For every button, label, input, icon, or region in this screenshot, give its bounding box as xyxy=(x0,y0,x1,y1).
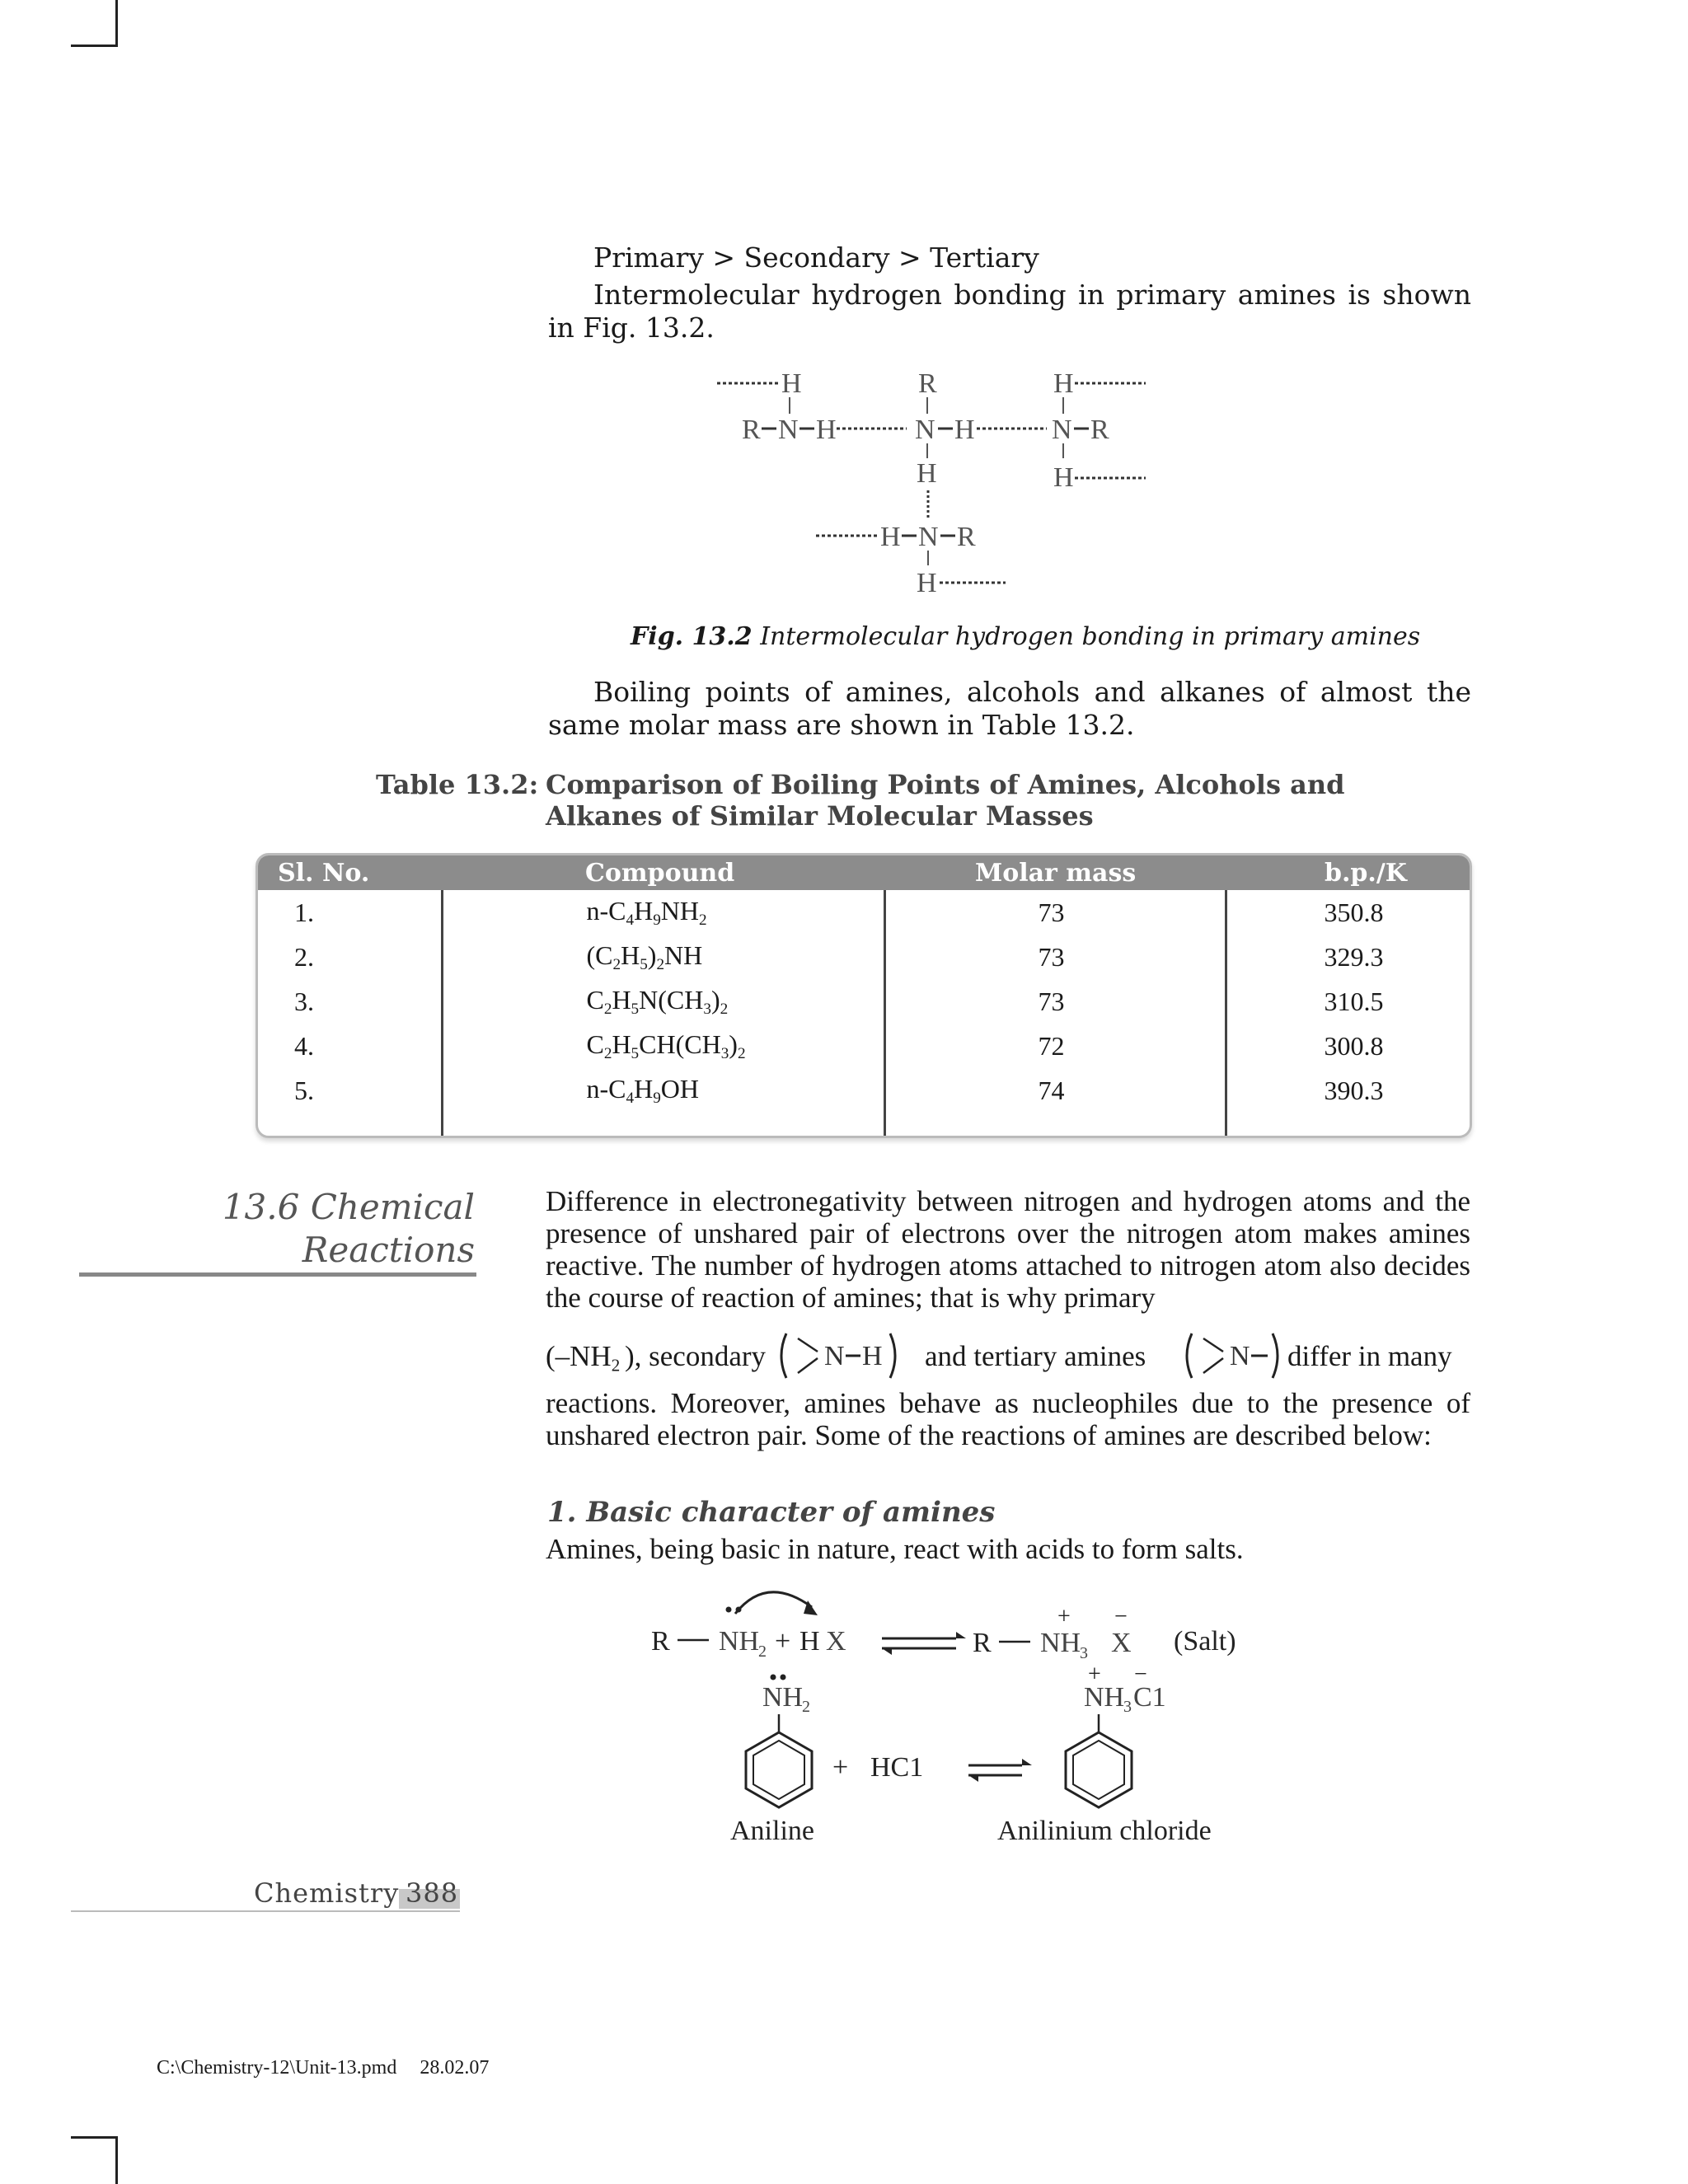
cell-molar: 73 xyxy=(884,890,1226,935)
cell-molar: 73 xyxy=(884,979,1226,1024)
footer-rule xyxy=(71,1910,460,1912)
svg-text:H: H xyxy=(1053,462,1074,493)
hcl-label: HC1 xyxy=(870,1752,924,1783)
svg-text:+: + xyxy=(1057,1604,1071,1629)
header-compound: Compound xyxy=(442,855,884,890)
table-row xyxy=(258,890,1470,935)
svg-text:R: R xyxy=(957,522,976,552)
svg-text:H: H xyxy=(816,415,837,445)
table-row xyxy=(258,1024,1470,1068)
svg-text:+: + xyxy=(832,1752,849,1783)
svg-text:N: N xyxy=(824,1341,845,1371)
reactions-paragraph-2: reactions. Moreover, amines behave as nucleophiles due to the presence of unshared electron pair. Some of the reactions of amines are described below: xyxy=(546,1387,1470,1451)
svg-text:R: R xyxy=(742,415,761,445)
header-bp: b.p./K xyxy=(1226,855,1470,890)
svg-text:+: + xyxy=(1088,1661,1101,1687)
svg-text:R: R xyxy=(918,368,937,399)
differ-label: differ in many xyxy=(1287,1340,1452,1372)
hydrogen-bonding-diagram xyxy=(709,363,1154,610)
cell-bp: 329.3 xyxy=(1226,935,1470,979)
cell-sl: 2. xyxy=(294,941,314,972)
svg-text:N: N xyxy=(778,415,799,445)
section-heading-rule xyxy=(79,1272,476,1277)
svg-text:3: 3 xyxy=(1080,1644,1088,1662)
boiling-points-table xyxy=(256,853,1472,1138)
file-path-text: C:\Chemistry-12\Unit-13.pmd xyxy=(157,2057,397,2079)
cell-bp: 300.8 xyxy=(1226,1024,1470,1068)
cell-bp: 310.5 xyxy=(1226,979,1470,1024)
footer-subject: Chemistry xyxy=(254,1877,400,1909)
svg-text:H: H xyxy=(799,1626,820,1657)
figure-caption xyxy=(631,622,1420,651)
table-header-row xyxy=(258,855,1470,890)
svg-text:NH: NH xyxy=(1084,1682,1125,1713)
svg-text:−: − xyxy=(1114,1604,1128,1629)
crop-mark-top-horizontal xyxy=(71,45,118,47)
cell-molar: 73 xyxy=(884,935,1226,979)
figure-caption-text: Intermolecular hydrogen bonding in primary amines xyxy=(760,622,1421,651)
crop-mark-bottom-vertical xyxy=(115,2136,118,2184)
svg-text:H: H xyxy=(917,568,937,598)
cell-molar: 74 xyxy=(884,1068,1226,1113)
svg-text:X: X xyxy=(826,1626,846,1657)
svg-text:C1: C1 xyxy=(1133,1682,1166,1713)
anilinium-label: Anilinium chloride xyxy=(997,1816,1212,1846)
tertiary-amine-structure xyxy=(1180,1327,1287,1385)
section-heading-line1: 13.6 Chemical xyxy=(222,1187,475,1227)
svg-text:H: H xyxy=(781,368,802,399)
cell-compound: $C_2H_5CH(CH_3)_2$ xyxy=(442,1024,884,1068)
svg-text:2: 2 xyxy=(802,1698,810,1716)
table-row xyxy=(258,979,1470,1024)
svg-text:N: N xyxy=(1052,415,1072,445)
file-date: 28.02.07 xyxy=(420,2057,490,2079)
tertiary-label: and tertiary amines xyxy=(925,1340,1146,1372)
svg-text:R: R xyxy=(651,1626,670,1657)
svg-text:2: 2 xyxy=(758,1643,767,1661)
svg-text:NH: NH xyxy=(1040,1628,1081,1658)
amine-types-line xyxy=(546,1327,1473,1385)
cell-compound: $n-C_4H_9OH$ xyxy=(442,1068,884,1113)
salt-label: (Salt) xyxy=(1174,1626,1236,1657)
table-title-line1: Comparison of Boiling Points of Amines, Alcohols and xyxy=(546,769,1345,800)
aniline-label: Aniline xyxy=(730,1816,814,1846)
svg-text:3: 3 xyxy=(1123,1698,1132,1716)
secondary-amine-structure xyxy=(775,1327,907,1385)
svg-text:R: R xyxy=(1090,415,1109,445)
basic-character-paragraph: Amines, being basic in nature, react with acids to form salts. xyxy=(546,1533,1244,1565)
table-row xyxy=(258,935,1470,979)
cell-sl: 3. xyxy=(294,986,314,1016)
cell-sl: 1. xyxy=(294,897,314,927)
table-title-line2: Alkanes of Similar Molecular Masses xyxy=(546,800,1094,832)
section-heading-line2: Reactions xyxy=(302,1230,475,1270)
cell-compound: $n-C_4H_9NH_2$ xyxy=(442,890,884,935)
table-title-label: Table 13.2: xyxy=(376,769,539,800)
reactions-paragraph-1: Difference in electronegativity between nitrogen and hydrogen atoms and the presence of unshared pair of electrons over the nitrogen atom makes amines reactive. The number of hydrogen atoms attached to nitrogen atom also decides the course of reaction of amines; that is why primary xyxy=(546,1185,1470,1314)
svg-text:−: − xyxy=(1134,1661,1147,1687)
svg-text:X: X xyxy=(1111,1628,1132,1658)
svg-text:H: H xyxy=(880,522,901,552)
boiling-points-paragraph: Boiling points of amines, alcohols and alkanes of almost the same molar mass are shown in Table 13.2. xyxy=(548,676,1471,741)
hbond-paragraph: Intermolecular hydrogen bonding in primary amines is shown in Fig. 13.2. xyxy=(548,279,1471,344)
file-path xyxy=(157,2057,489,2079)
cell-molar: 72 xyxy=(884,1024,1226,1068)
cell-bp: 390.3 xyxy=(1226,1068,1470,1113)
crop-mark-top-vertical xyxy=(115,0,118,46)
amine-acid-reaction xyxy=(643,1574,1269,1846)
primary-amine-formula: ($-NH_2$ xyxy=(546,1340,621,1376)
cell-sl: 5. xyxy=(294,1075,314,1105)
order-line: Primary > Secondary > Tertiary xyxy=(593,241,1039,274)
page-number: 388 xyxy=(406,1877,459,1909)
svg-text:R: R xyxy=(973,1628,992,1658)
header-molar-mass: Molar mass xyxy=(884,855,1226,890)
svg-text:N: N xyxy=(918,522,939,552)
header-sl-no: Sl. No. xyxy=(258,855,442,890)
crop-mark-bottom-horizontal xyxy=(71,2136,118,2139)
svg-text:H: H xyxy=(954,415,975,445)
svg-text:N: N xyxy=(915,415,935,445)
figure-caption-label: Fig. 13.2 xyxy=(631,622,753,651)
cell-bp: 350.8 xyxy=(1226,890,1470,935)
basic-character-subheading: 1. Basic character of amines xyxy=(547,1496,996,1529)
cell-sl: 4. xyxy=(294,1030,314,1061)
svg-text:H: H xyxy=(1053,368,1074,399)
cell-compound: $C_2H_5N(CH_3)_2$ xyxy=(442,979,884,1024)
svg-text:N: N xyxy=(1230,1341,1250,1371)
svg-text:H: H xyxy=(917,458,937,489)
svg-text:NH: NH xyxy=(762,1682,804,1713)
svg-text:H: H xyxy=(862,1341,883,1371)
secondary-label: ), secondary xyxy=(625,1340,767,1372)
svg-text:+: + xyxy=(775,1626,791,1657)
cell-compound: $(C_2H_5)_2NH$ xyxy=(442,935,884,979)
table-row xyxy=(258,1068,1470,1113)
svg-text:NH: NH xyxy=(719,1626,760,1657)
